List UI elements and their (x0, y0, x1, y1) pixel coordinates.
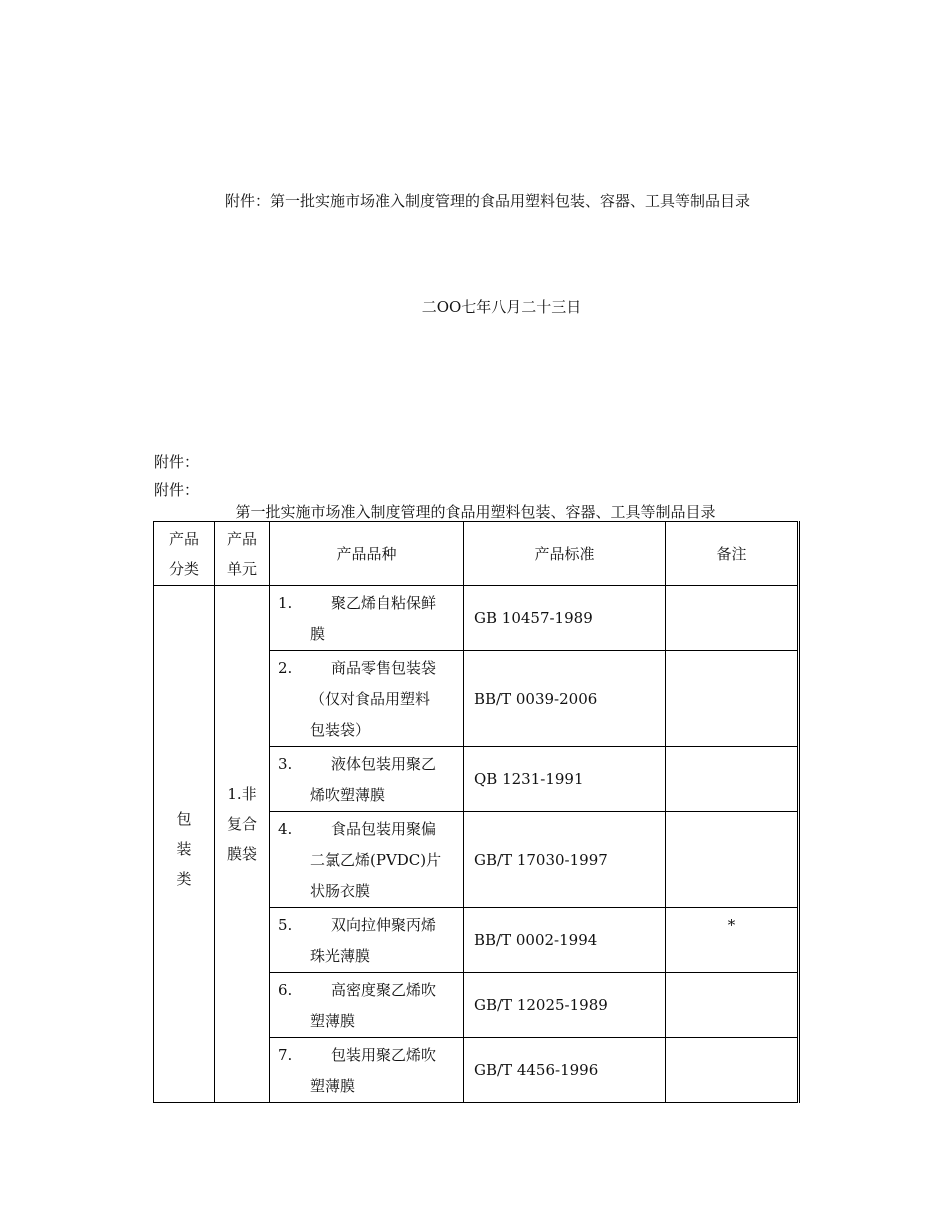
category-char: 类 (176, 870, 192, 888)
note-cell (666, 1038, 799, 1103)
note-cell (666, 747, 799, 812)
variety-cell (270, 747, 464, 812)
variety-name-line: 商品零售包装袋 (331, 659, 437, 677)
header-category-line: 分类 (168, 559, 199, 578)
header-variety: 产品品种 (270, 522, 464, 586)
standard-cell: BB/T 0039-2006 (464, 651, 666, 747)
header-standard: 产品标准 (464, 522, 666, 586)
variety-name-line: 聚乙烯自粘保鲜 (331, 594, 437, 612)
table-title: 第一批实施市场准入制度管理的食品用塑料包装、容器、工具等制品目录 (235, 503, 716, 521)
variety-name-line: 食品包装用聚偏 (331, 820, 437, 838)
note-cell (666, 586, 799, 651)
unit-line: 膜袋 (226, 845, 257, 863)
item-number: 6. (278, 981, 293, 999)
header-note: 备注 (666, 522, 799, 586)
table-row (154, 586, 799, 651)
item-number: 1. (278, 594, 293, 612)
header-unit (215, 522, 270, 586)
item-number: 4. (278, 820, 293, 838)
header-unit-line: 单元 (226, 559, 257, 578)
document-title: 附件：第一批实施市场准入制度管理的食品用塑料包装、容器、工具等制品目录 (224, 192, 750, 210)
variety-name-line: 珠光薄膜 (310, 947, 371, 965)
note-cell (666, 973, 799, 1038)
attachment-label-1: 附件： (154, 453, 200, 471)
variety-name-line: 包装袋） (310, 721, 371, 739)
variety-cell (270, 812, 464, 908)
item-number: 5. (278, 916, 293, 934)
variety-name-line: （仅对食品用塑料 (310, 690, 431, 708)
category-cell (154, 586, 215, 1103)
note-cell: * (666, 908, 799, 973)
standard-cell: BB/T 0002-1994 (464, 908, 666, 973)
header-category-line: 产品 (168, 529, 199, 548)
standard-cell: GB/T 4456-1996 (464, 1038, 666, 1103)
variety-cell (270, 908, 464, 973)
document-date: 二OO七年八月二十三日 (421, 298, 582, 316)
attachment-label-2: 附件： (154, 481, 200, 499)
item-number: 7. (278, 1046, 293, 1064)
standard-cell: GB/T 12025-1989 (464, 973, 666, 1038)
variety-cell (270, 651, 464, 747)
table-body (154, 586, 799, 1103)
product-catalog-table (153, 521, 800, 1103)
variety-name-line: 高密度聚乙烯吹 (331, 981, 437, 999)
unit-cell (215, 586, 270, 1103)
item-number: 2. (278, 659, 293, 677)
unit-line: 1.非 (227, 785, 257, 803)
category-char: 装 (176, 840, 192, 858)
variety-name-line: 双向拉伸聚丙烯 (331, 916, 437, 934)
header-category (154, 522, 215, 586)
standard-cell: QB 1231-1991 (464, 747, 666, 812)
variety-cell (270, 586, 464, 651)
note-cell (666, 812, 799, 908)
category-char: 包 (176, 810, 192, 828)
header-unit-line: 产品 (226, 529, 257, 548)
variety-name-line: 液体包装用聚乙 (331, 755, 437, 773)
note-cell (666, 651, 799, 747)
variety-cell (270, 973, 464, 1038)
standard-cell: GB 10457-1989 (464, 586, 666, 651)
variety-name-line: 膜 (310, 625, 326, 643)
table-header-row (154, 522, 799, 586)
standard-cell: GB/T 17030-1997 (464, 812, 666, 908)
unit-line: 复合 (226, 815, 257, 833)
item-number: 3. (278, 755, 293, 773)
variety-cell (270, 1038, 464, 1103)
variety-name-line: 塑薄膜 (310, 1077, 356, 1095)
variety-name-line: 塑薄膜 (310, 1012, 356, 1030)
variety-name-line: 包装用聚乙烯吹 (331, 1046, 437, 1064)
variety-name-line: 烯吹塑薄膜 (310, 786, 386, 804)
variety-name-line: 二氯乙烯(PVDC)片 (310, 851, 442, 869)
variety-name-line: 状肠衣膜 (310, 882, 371, 900)
